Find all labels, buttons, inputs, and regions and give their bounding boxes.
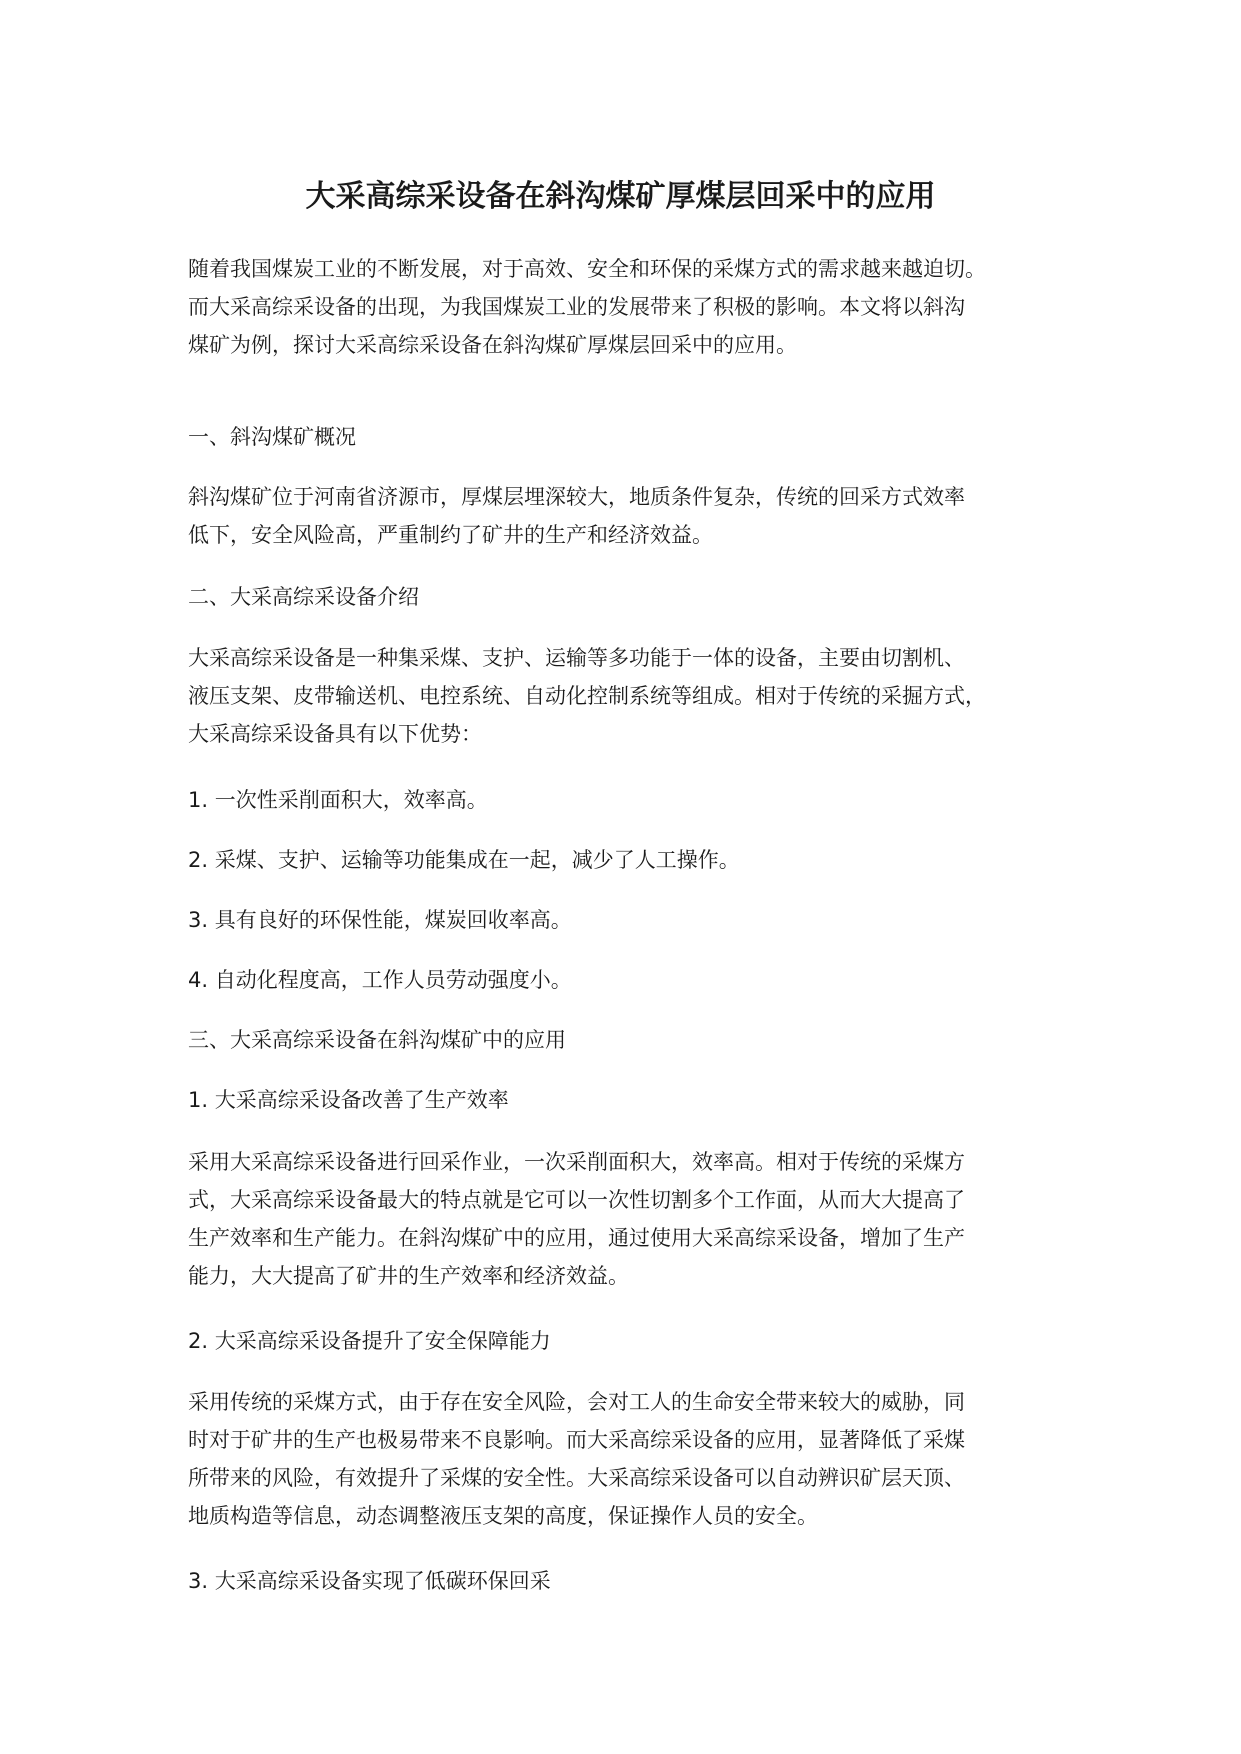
subheading-2 bbox=[188, 1322, 1088, 1360]
list-item-advantage-2 bbox=[188, 841, 1088, 879]
text-line: 低下，安全风险高，严重制约了矿井的生产和经济效益。 bbox=[188, 523, 713, 547]
text-line: 液压支架、皮带输送机、电控系统、自动化控制系统等组成。相对于传统的采掘方式， bbox=[188, 684, 986, 708]
list-text: 2. 采煤、支护、运输等功能集成在一起，减少了人工操作。 bbox=[188, 848, 740, 872]
intro-paragraph bbox=[188, 250, 1088, 364]
text-line: 随着我国煤炭工业的不断发展，对于高效、安全和环保的采煤方式的需求越来越迫切。 bbox=[188, 257, 986, 281]
list-text: 1. 一次性采削面积大，效率高。 bbox=[188, 788, 488, 812]
heading-text: 3. 大采高综采设备实现了低碳环保回采 bbox=[188, 1569, 551, 1593]
list-text: 4. 自动化程度高，工作人员劳动强度小。 bbox=[188, 968, 572, 992]
subheading-1 bbox=[188, 1081, 1088, 1119]
section-heading-1 bbox=[188, 418, 1088, 456]
text-line: 煤矿为例，探讨大采高综采设备在斜沟煤矿厚煤层回采中的应用。 bbox=[188, 333, 797, 357]
overview-paragraph bbox=[188, 478, 1088, 554]
text-line: 式，大采高综采设备最大的特点就是它可以一次性切割多个工作面，从而大大提高了 bbox=[188, 1188, 965, 1212]
text-line: 能力，大大提高了矿井的生产效率和经济效益。 bbox=[188, 1264, 629, 1288]
subheading-3 bbox=[188, 1562, 1088, 1600]
text-line: 斜沟煤矿位于河南省济源市，厚煤层埋深较大，地质条件复杂，传统的回采方式效率 bbox=[188, 485, 965, 509]
text-line: 地质构造等信息，动态调整液压支架的高度，保证操作人员的安全。 bbox=[188, 1504, 818, 1528]
heading-text: 2. 大采高综采设备提升了安全保障能力 bbox=[188, 1329, 551, 1353]
text-line: 时对于矿井的生产也极易带来不良影响。而大采高综采设备的应用，显著降低了采煤 bbox=[188, 1428, 965, 1452]
text-line: 采用大采高综采设备进行回采作业，一次采削面积大，效率高。相对于传统的采煤方 bbox=[188, 1150, 965, 1174]
heading-text: 1. 大采高综采设备改善了生产效率 bbox=[188, 1088, 509, 1112]
section-heading-2 bbox=[188, 578, 1088, 616]
section-heading-3 bbox=[188, 1021, 1088, 1059]
heading-text: 二、大采高综采设备介绍 bbox=[188, 585, 419, 609]
list-item-advantage-4 bbox=[188, 961, 1088, 999]
text-line: 而大采高综采设备的出现，为我国煤炭工业的发展带来了积极的影响。本文将以斜沟 bbox=[188, 295, 965, 319]
text-line: 采用传统的采煤方式，由于存在安全风险，会对工人的生命安全带来较大的威胁，同 bbox=[188, 1390, 965, 1414]
list-item-advantage-3 bbox=[188, 901, 1088, 939]
text-line: 大采高综采设备具有以下优势： bbox=[188, 722, 482, 746]
safety-paragraph bbox=[188, 1383, 1088, 1535]
equipment-paragraph bbox=[188, 639, 1088, 753]
list-item-advantage-1 bbox=[188, 781, 1088, 819]
text-line: 生产效率和生产能力。在斜沟煤矿中的应用，通过使用大采高综采设备，增加了生产 bbox=[188, 1226, 965, 1250]
heading-text: 一、斜沟煤矿概况 bbox=[188, 425, 356, 449]
text-line: 所带来的风险，有效提升了采煤的安全性。大采高综采设备可以自动辨识矿层天顶、 bbox=[188, 1466, 965, 1490]
heading-text: 三、大采高综采设备在斜沟煤矿中的应用 bbox=[188, 1028, 566, 1052]
text-line: 大采高综采设备是一种集采煤、支护、运输等多功能于一体的设备，主要由切割机、 bbox=[188, 646, 965, 670]
efficiency-paragraph bbox=[188, 1143, 1088, 1295]
list-text: 3. 具有良好的环保性能，煤炭回收率高。 bbox=[188, 908, 572, 932]
document-title: 大采高综采设备在斜沟煤矿厚煤层回采中的应用 bbox=[305, 179, 936, 214]
